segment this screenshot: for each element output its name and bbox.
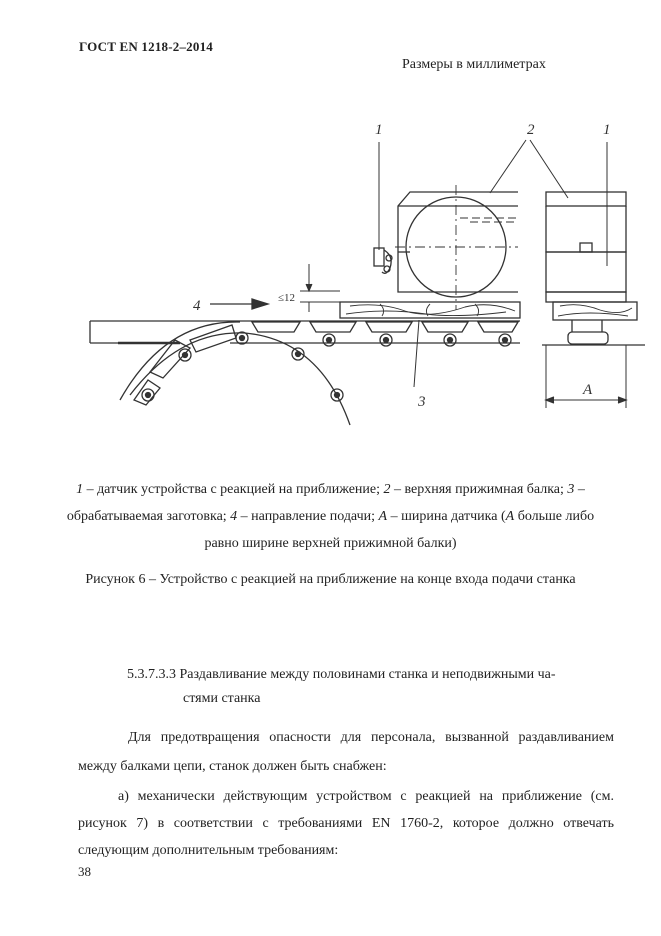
upper-beam (395, 185, 518, 310)
label-feed-direction: 4 (193, 298, 201, 314)
label-sensor-right: 1 (603, 122, 611, 138)
legend-num-3: 3 (567, 482, 575, 497)
legend-text-4: – направление подачи; (237, 509, 379, 524)
label-beam: 2 (527, 122, 535, 138)
feed-direction-arrow (210, 299, 268, 309)
legend-a-2: A (505, 509, 515, 524)
gap-dimension (300, 264, 340, 312)
side-view (542, 192, 645, 408)
figure-legend (0, 476, 661, 557)
figure-title-text: Рисунок 6 – Устройство с реакцией на приближение на конце входа подачи станка (85, 572, 576, 587)
sensor-left (374, 248, 392, 273)
workpiece-left (340, 302, 520, 318)
page-number: 38 (78, 864, 91, 879)
section-heading (127, 663, 607, 711)
standard-code: ГОСТ EN 1218-2–2014 (79, 39, 213, 54)
legend-text-6: больше либо равно ширине верхней прижимной балки) (204, 509, 595, 551)
legend-text-2: – верхняя прижимная балка; (390, 482, 568, 497)
paragraph-text-1: Для предотвращения опасности для персонала, вызванной раздавливанием между балками цепи, станок должен быть снабжен: (78, 730, 614, 774)
legend-text-5: – ширина датчика ( (387, 509, 506, 524)
paragraph-text-2: а) механически действующим устройством с реакцией на приближение (см. рисунок 7) в соответствии с требованиями EN 1760-2, которое должно отвечать следующим дополнительным требованиям: (78, 789, 614, 858)
section-heading-line2: стями станка (183, 691, 261, 706)
units-note: Размеры в миллиметрах (402, 57, 546, 72)
label-workpiece: 3 (418, 394, 426, 410)
section-heading-line1: 5.3.7.3.3 Раздавливание между половинами станка и неподвижными ча- (127, 667, 556, 682)
label-width: A (583, 382, 593, 398)
chain-pads (252, 322, 518, 332)
label-sensor-left: 1 (375, 122, 383, 138)
label-gap: ≤12 (278, 292, 296, 304)
legend-text-3: – обрабатываемая заготовка; (66, 482, 585, 524)
legend-num-2: 2 (383, 482, 391, 497)
legend-a-1: A (378, 509, 388, 524)
legend-num-1: 1 (76, 482, 84, 497)
paragraph (78, 783, 614, 864)
legend-text-1: – датчик устройства с реакцией на приближение; (83, 482, 384, 497)
leader-lines (379, 140, 607, 387)
paragraph (78, 723, 614, 781)
figure-title (0, 562, 661, 598)
legend-num-4: 4 (230, 509, 238, 524)
chain-sprocket (120, 322, 350, 425)
